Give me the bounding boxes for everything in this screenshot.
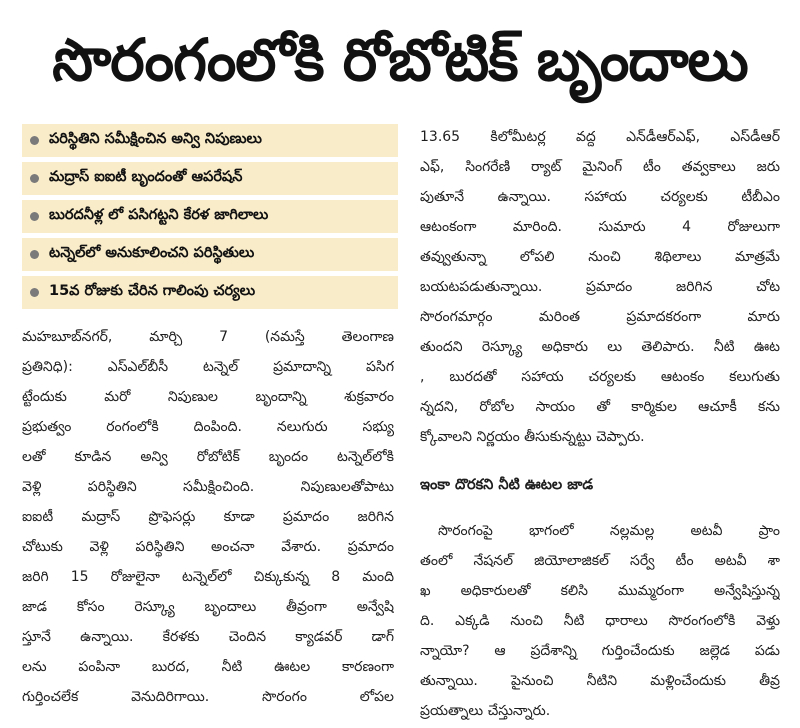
highlight-text: పరిస్థితిని సమీక్షించిన అన్వి నిపుణులు [49,130,262,147]
body-line: లతో కూడిన అన్వి రోబోటిక్ బృందం టన్నెల్‌లోకి [22,449,394,465]
highlight-text: టన్నెల్‌లో అనుకూలించని పరిస్థితులు [49,244,255,261]
body-line: న్నదని, రోబోల సాయం తో కార్మికుల ఆచూకీ కను [420,399,780,415]
body-line: చోటుకు వెళ్లి పరిస్థితిని అంచనా వేశారు. ప్రమాదం [22,539,394,555]
highlight-item [22,162,398,195]
body-line: ఎఫ్, సింగరేణి ర్యాట్ మైనింగ్ టీం తవ్వకాలు జరు [420,159,780,175]
highlight-text: 15వ రోజుకు చేరిన గాలింపు చర్యలు [49,282,256,299]
body-line: తున్నాయి. పైనుంచి నీటిని మళ్లించేందుకు తీవ్ర [420,673,780,689]
body-line: తంలో నేషనల్ జియోలాజికల్ సర్వే టీం అటవీ శా [420,553,780,569]
body-line: తుందని రెస్క్యూ అధికారు లు తెలిపారు. నీటి ఊట [420,339,780,355]
highlights-box [22,124,398,314]
body-line: జరిగి 15 రోజులైనా టన్నెల్‌లో చిక్కుకున్న 8 మంది [22,569,394,585]
bullet-icon [30,288,39,297]
body-line: గుర్తించలేక వెనుదిరిగాయి. సొరంగం లోపల [22,689,394,705]
body-line: సొరంగంపై భాగంలో నల్లమల్ల అటవీ ప్రాం [438,523,780,539]
body-line: ఐఐటీ మద్రాస్ ప్రొఫెసర్లు కూడా ప్రమాదం జరిగిన [22,509,394,525]
highlight-text: మద్రాస్ ఐఐటీ బృందంతో ఆపరేషన్ [49,168,243,185]
left-column [22,322,394,712]
body-line: క్కోవాలని నిర్ణయం తీసుకున్నట్టు చెప్పారు. [420,429,645,445]
bullet-icon [30,250,39,259]
body-line: తవ్వుతున్నా లోపలి నుంచి శిథిలాలు మాత్రమే [420,249,780,265]
highlight-item [22,276,398,309]
body-line: లను పంపినా బురద, నీటి ఊటల కారణంగా [22,659,394,675]
bullet-icon [30,212,39,221]
body-line: , బురదతో సహాయ చర్యలకు ఆటంకం కలుగుతు [420,369,780,385]
body-line: వెళ్లి పరిస్థితిని సమీక్షించింది. నిపుణులతోపాటు [22,479,394,495]
body-line: ప్రయత్నాలు చేస్తున్నారు. [420,703,551,719]
body-line: ఆటంకంగా మారింది. సుమారు 4 రోజులుగా [420,219,780,235]
highlight-item [22,238,398,271]
body-line: బయటపడుతున్నాయి. ప్రమాదం జరిగిన చోట [420,279,780,295]
highlight-item [22,124,398,157]
body-line: న్నాయో? ఆ ప్రదేశాన్ని గుర్తించేందుకు జల్లెడ పడు [420,643,780,659]
right-column [420,122,780,726]
body-line: ప్రభుత్వం రంగంలోకి దింపింది. నలుగురు సభ్యు [22,419,394,435]
body-line: జాడ కోసం రెస్క్యూ బృందాలు తీవ్రంగా అన్వేషి [22,599,394,615]
highlight-text: బురదనీళ్ల లో పసిగట్టని కేరళ జాగిలాలు [49,206,269,223]
body-line: సొరంగమార్గం మరింత ప్రమాదకరంగా మారు [420,309,780,325]
bullet-icon [30,174,39,183]
subheading: ఇంకా దొరకని నీటి ఊటల జాడ [420,477,594,493]
body-line: మహబూబ్‌నగర్, మార్చి 7 (నమస్తే తెలంగాణ [22,329,394,345]
body-line: స్తూనే ఉన్నాయి. కేరళకు చెందిన క్యాడవర్ డాగ్ [22,629,394,645]
body-line: ది. ఎక్కడి నుంచి నీటి ధారాలు సొరంగంలోకి వెళ్తు [420,613,780,629]
body-line: ట్టేందుకు మరో నిపుణుల బృందాన్ని శుక్రవారం [22,389,394,405]
body-line: ఖ అధికారులతో కలిసి ముమ్మరంగా అన్వేషిస్తున్న [420,583,780,599]
body-line: 13.65 కిలోమీటర్ల వద్ద ఎన్‌డీఆర్‌ఎఫ్, ఎస్‌డీఆర్ [420,129,780,145]
highlight-item [22,200,398,233]
body-line: పుతూనే ఉన్నాయి. సహాయ చర్యలకు టీబీఎం [420,189,780,205]
body-line: ప్రతినిధి): ఎస్‌ఎల్‌బీసీ టన్నెల్ ప్రమాదాన్ని పసిగ [22,359,394,375]
bullet-icon [30,136,39,145]
headline: సొరంగంలోకి రోబోటిక్ బృందాలు [52,26,748,94]
